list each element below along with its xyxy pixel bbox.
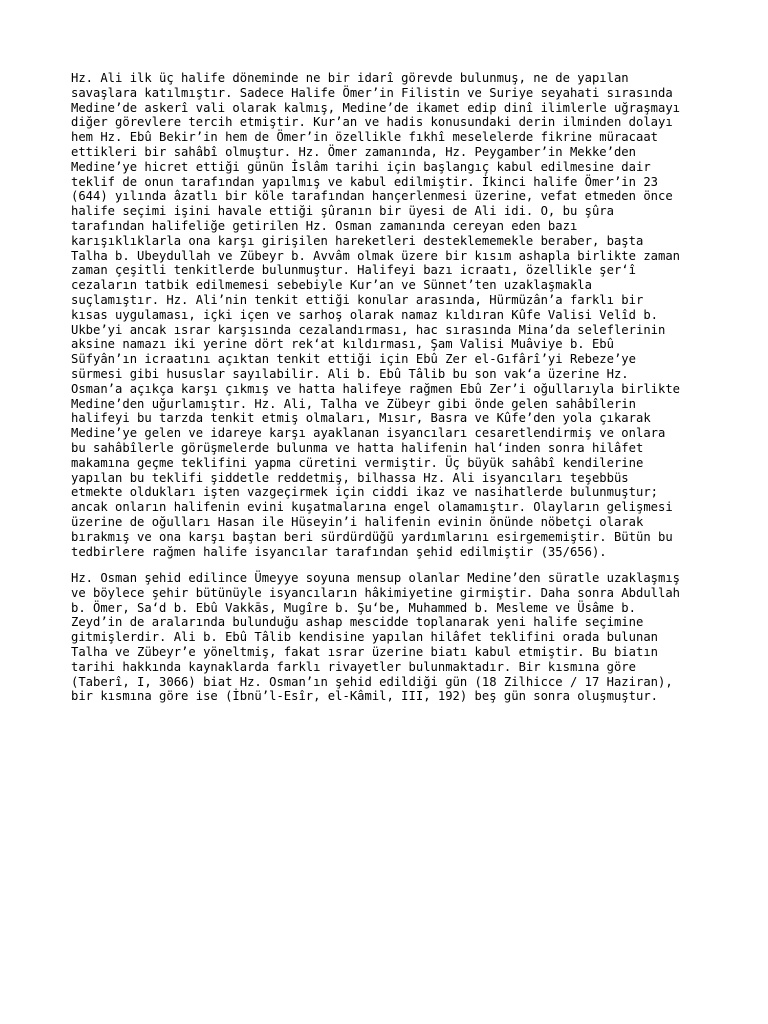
paragraph-2: Hz. Osman şehid edilince Ümeyye soyuna mensup olanlar Medine’den süratle uzaklaşmış ve böylece şehir bütünüyle isyancıların hâkimiyetine girmiştir. Daha sonra Abdullah b. Ömer, Sa‘d b. Ebû Vakkās, Mugîre b. Şu‘be, Muhammed b. Mesleme ve Üsâme b. Zeyd’in de aralarında bulunduğu ashap mescidde toplanarak yeni halife seçimine gitmişlerdir. Ali b. Ebû Tâlib kendisine yapılan hilâfet teklifini orada bulunan Talha ve Zübeyr’e yöneltmiş, fakat ısrar üzerine biatı kabul etmiştir. Bu biatın tarihi hakkında kaynaklarda farklı rivayetler bulunmaktadır. Bir kısmına göre (Taberî, I, 3066) biat Hz. Osman’ın şehid edildiği gün (18 Zilhicce / 17 Haziran), bir kısmına göre ise (İbnü’l-Esîr, el-Kâmil, III, 192) beş gün sonra oluşmuştur. [71,571,681,704]
paragraph-1: Hz. Ali ilk üç halife döneminde ne bir idarî görevde bulunmuş, ne de yapılan savaşlara katılmıştır. Sadece Halife Ömer’in Filistin ve Suriye seyahati sırasında Medine’de askerî vali olarak kalmış, Medine’de ikamet edip dinî ilimlerle uğraşmayı diğer görevlere tercih etmiştir. Kur’an ve hadis konusundaki derin ilminden dolayı hem Hz. Ebû Bekir’in hem de Ömer’in özellikle fıkhî meselelerde fikrine müracaat ettikleri bir sahâbî olmuştur. Hz. Ömer zamanında, Hz. Peygamber’in Mekke’den Medine’ye hicret ettiği günün İslâm tarihi için başlangıç kabul edilmesine dair teklif de onun tarafından yapılmış ve kabul edilmiştir. İkinci halife Ömer’in 23 (644) yılında âzatlı bir köle tarafından hançerlenmesi üzerine, vefat etmeden önce halife seçimi işini havale ettiği şûranın bir üyesi de Ali idi. O, bu şûra tarafından halifeliğe getirilen Hz. Osman zamanında cereyan eden bazı karışıklıklarla ona karşı girişilen hareketleri desteklememekle beraber, başta Talha b. Ubeydullah ve Zübeyr b. Avvâm olmak üzere bir kısım ashapla birlikte zaman zaman çeşitli tenkitlerde bulunmuştur. Halifeyi bazı icraatı, özellikle şer‘î cezaların tatbik edilmemesi sebebiyle Kur’an ve Sünnet’ten uzaklaşmakla suçlamıştır. Hz. Ali’nin tenkit ettiği konular arasında, Hürmüzân’a farklı bir kısas uygulaması, içki içen ve sarhoş olarak namaz kıldıran Kûfe Valisi Velîd b. Ukbe’yi ancak ısrar karşısında cezalandırması, hac sırasında Mina’da seleflerinin aksine namazı iki yerine dört rek‘at kıldırması, Şam Valisi Muâviye b. Ebû Süfyân’ın icraatını açıktan tenkit ettiği için Ebû Zer el-Gıfârî’yi Rebeze’ye sürmesi gibi hususlar sayılabilir. Ali b. Ebû Tâlib bu son vak‘a üzerine Hz. Osman’a açıkça karşı çıkmış ve hatta halifeye rağmen Ebû Zer’i oğullarıyla birlikte Medine’den uğurlamıştır. Hz. Ali, Talha ve Zübeyr gibi önde gelen sahâbîlerin halifeyi bu tarzda tenkit etmiş olmaları, Mısır, Basra ve Kûfe’den yola çıkarak Medine’ye gelen ve idareye karşı ayaklanan isyancıları cesaretlendirmiş ve onlara bu sahâbîlerle görüşmelerde bulunma ve hatta halifenin hal‘inden sonra hilâfet makamına geçme teklifini yapma cüretini vermiştir. Üç büyük sahâbî kendilerine yapılan bu teklifi şiddetle reddetmiş, bilhassa Hz. Ali isyancıları teşebbüs etmekte oldukları işten vazgeçirmek için ciddi ikaz ve nasihatlerde bulunmuştur; ancak onların halifenin evini kuşatmalarına engel olamamıştır. Olayların gelişmesi üzerine de oğulları Hasan ile Hüseyin’i halifenin evinin önünde nöbetçi olarak bırakmış ve ona karşı baştan beri sürdürdüğü yardımlarını esirgememiştir. Bütün bu tedbirlere rağmen halife isyancılar tarafından şehid edilmiştir (35/656). [71,71,681,559]
